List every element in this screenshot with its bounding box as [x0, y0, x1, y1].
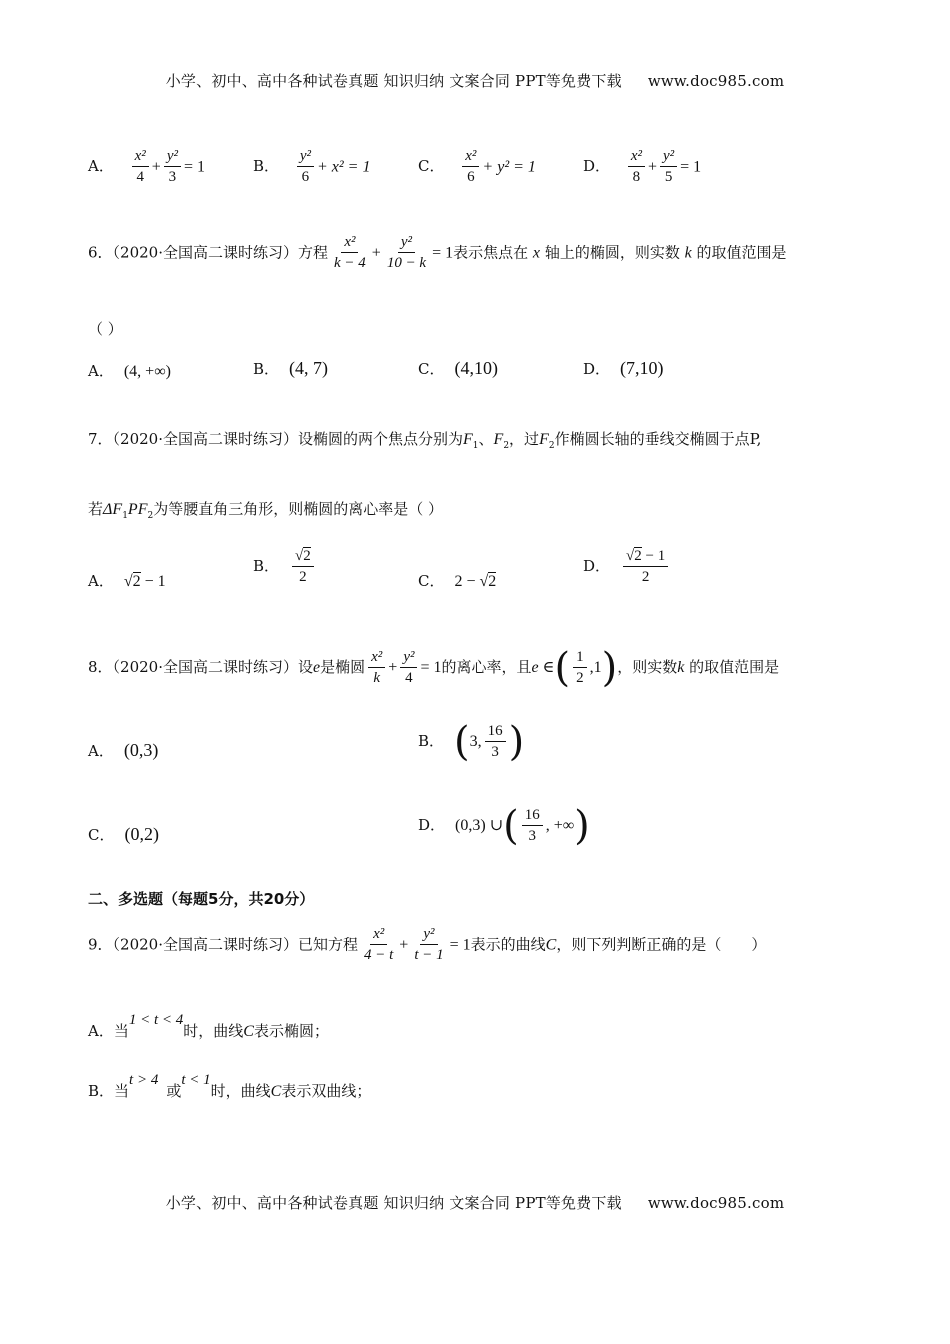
question-8: 8．（2020·全国高二课时练习）设e是椭圆 $\frac{\text{x²}}{k}$ + $\frac{\text{y²}}{4}$ = 1的离心率，且e ∈( $\frac{1}{2}$ ,1)，则实数k 的取值范围是 — [88, 645, 780, 691]
q7-option-a[interactable]: A． √2 − 1 — [88, 572, 166, 590]
q7-option-d[interactable]: D． $\frac{√2 - 1}{2}$ — [583, 548, 671, 587]
question-7: 7．（2020·全国高二课时练习）设椭圆的两个焦点分别为$F_1$、$F_2$，过$F_2$作椭圆长轴的垂线交椭圆于点P, — [88, 430, 762, 451]
q5-option-d[interactable]: D． $\frac{\text{x²}}{8}$ + $\frac{\text{y²}}{5}$ = 1 — [583, 148, 702, 186]
header-url[interactable]: www.doc985.com — [647, 72, 785, 90]
header-text: 小学、初中、高中各种试卷真题 知识归纳 文案合同 PPT等免费下载 — [165, 72, 622, 90]
question-9: 9．（2020·全国高二课时练习）已知方程 $\frac{\text{x²}}{4 - t}$ + $\frac{\text{y²}}{t - 1}$ = 1表示的曲线C，则下列判断正确的是（ ） — [88, 926, 767, 964]
q6-option-c[interactable]: C． (4,10) — [418, 358, 498, 378]
question-6: 6．（2020·全国高二课时练习）方程 $\frac{\text{x²}}{k - 4}$ + $\frac{\text{y²}}{10 - k}$ = 1表示焦点在 x 轴上的椭圆，则实数 k 的取值范围是 — [88, 234, 787, 272]
question-6-paren: （ ） — [88, 320, 123, 338]
q6-option-d[interactable]: D． (7,10) — [583, 358, 664, 378]
page-header — [0, 70, 950, 91]
q7-option-b[interactable]: B． $\frac{√2}{2}$ — [253, 548, 317, 587]
section-2-title: 二、多选题（每题5分，共20分） — [88, 890, 315, 908]
q8-option-b[interactable]: B． (3, $\frac{16}{3}$ ) — [418, 719, 525, 765]
footer-url[interactable]: www.doc985.com — [647, 1194, 785, 1212]
q5-option-b[interactable]: B． $\frac{\text{y²}}{6}$ + x² = 1 — [253, 148, 371, 186]
page-footer — [0, 1192, 950, 1213]
q7-option-c[interactable]: C． 2 − √2 — [418, 572, 497, 590]
q5-option-a[interactable]: A． $\frac{\text{x²}}{4}$ + $\frac{\text{y²}}{3}$ = 1 — [88, 148, 205, 186]
q8-option-a[interactable]: A． (0,3) — [88, 740, 159, 760]
q8-option-c[interactable]: C． (0,2) — [88, 824, 159, 844]
q8-option-d[interactable]: D． (0,3) ∪( $\frac{16}{3}$ , +∞) — [418, 803, 590, 849]
q9-option-a[interactable]: A．当$^{1 < t < 4}$时，曲线C表示椭圆； — [88, 1012, 329, 1040]
q6-option-a[interactable]: A． (4, +∞) — [88, 362, 171, 380]
q6-option-b[interactable]: B． (4, 7) — [253, 358, 329, 378]
q9-option-b[interactable]: B．当$^{t > 4}$或$^{t < 1}$时，曲线C表示双曲线； — [88, 1072, 372, 1100]
q5-option-c[interactable]: C． $\frac{\text{x²}}{6}$ + y² = 1 — [418, 148, 536, 186]
question-7-line2: 若$\Delta F_1PF_2$为等腰直角三角形，则椭圆的离心率是（ ） — [88, 500, 443, 521]
footer-text: 小学、初中、高中各种试卷真题 知识归纳 文案合同 PPT等免费下载 — [165, 1194, 622, 1212]
